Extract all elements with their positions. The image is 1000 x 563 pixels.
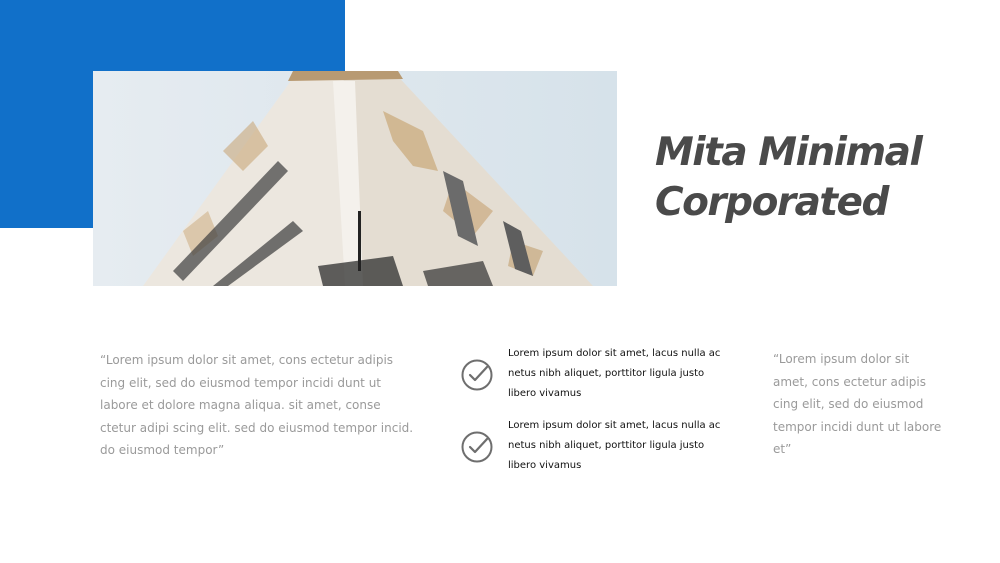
quote-right: “Lorem ipsum dolor sit amet, cons ectetur adipis cing elit, sed do eiusmod tempor incidi dunt ut labore et” (773, 352, 942, 456)
title-line-1: Mita Minimal (655, 130, 922, 175)
check-circle-icon (460, 358, 494, 392)
title-line-2: Corporated (655, 180, 888, 225)
checklist-item (460, 416, 721, 476)
checklist-item (460, 344, 721, 404)
page-title (655, 128, 985, 228)
building-photo (93, 71, 617, 286)
checklist-text: Lorem ipsum dolor sit amet, lacus nulla ac netus nibh aliquet, porttitor ligula justo libero vivamus (508, 348, 721, 399)
checklist-text: Lorem ipsum dolor sit amet, lacus nulla ac netus nibh aliquet, porttitor ligula justo libero vivamus (508, 420, 721, 471)
quote-left: “Lorem ipsum dolor sit amet, cons ectetur adipis cing elit, sed do eiusmod tempor incidi dunt ut labore et dolore magna aliqua. sit amet, conse ctetur adipi scing elit. sed do eiusmod tempor incid. do eiusmod tempor” (100, 353, 414, 457)
check-circle-icon (460, 430, 494, 464)
